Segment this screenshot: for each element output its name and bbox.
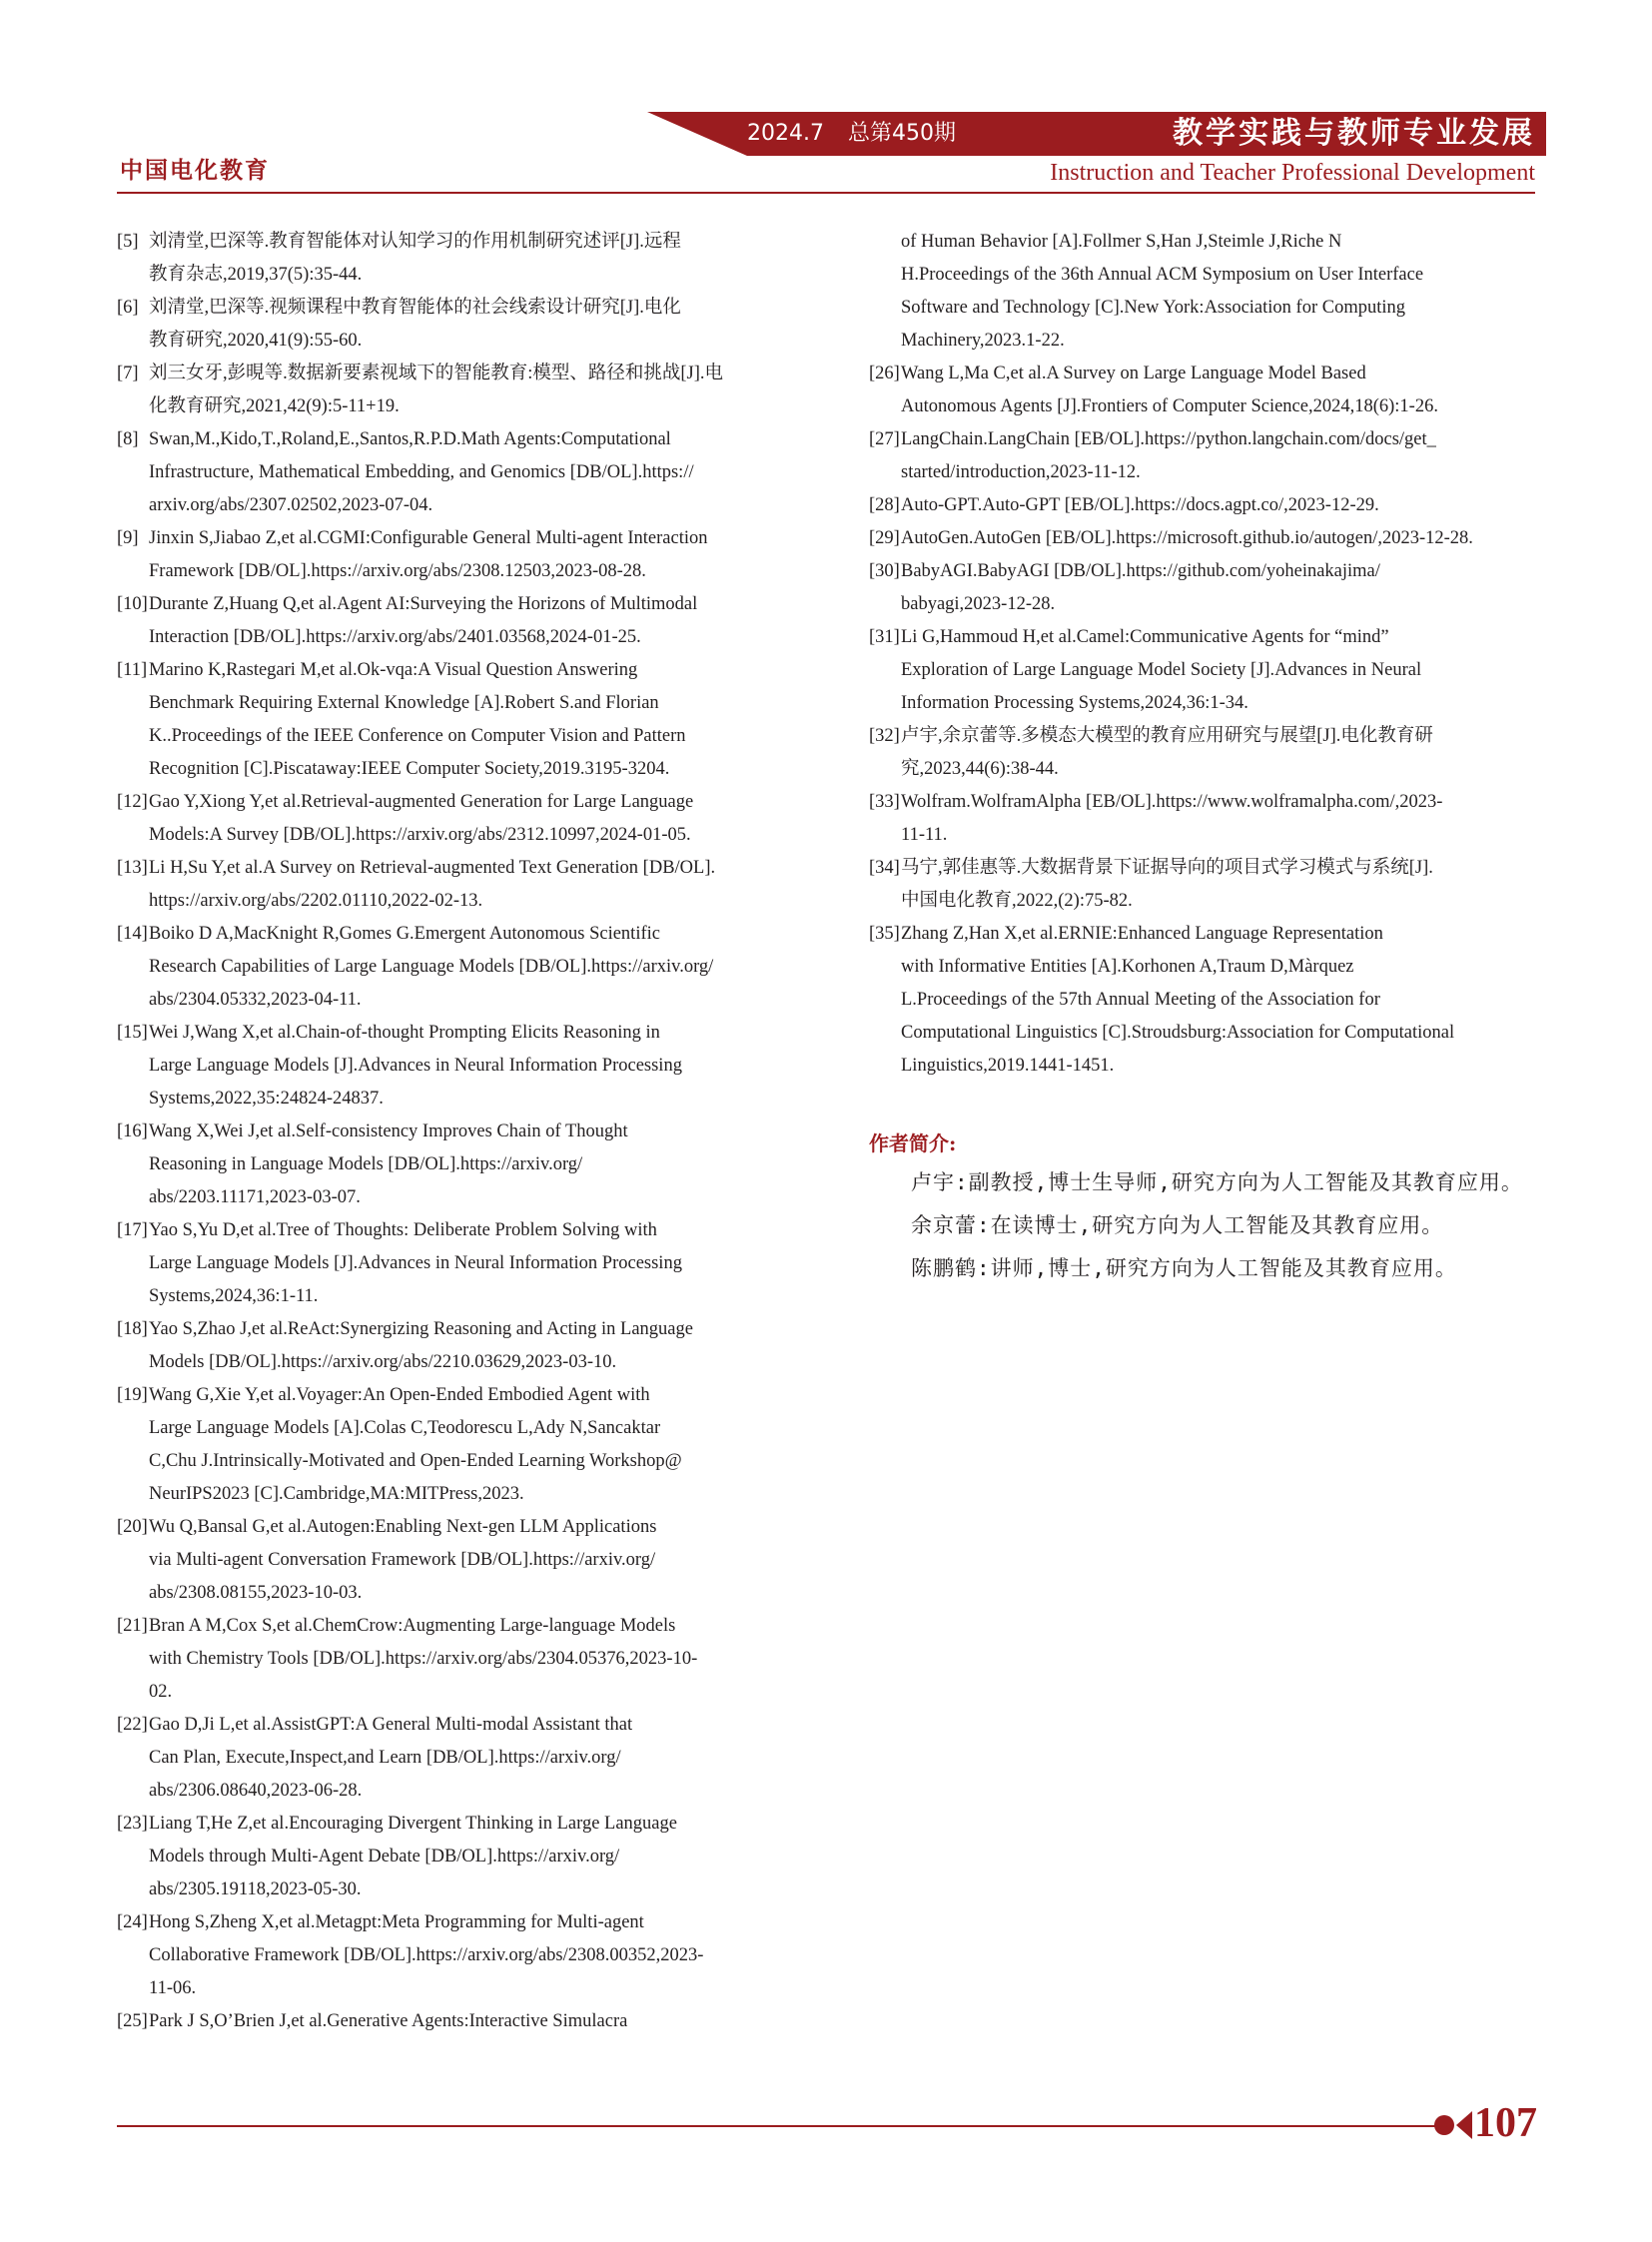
reference-line: 刘清堂,巴深等.教育智能体对认知学习的作用机制研究述评[J].远程 bbox=[149, 232, 681, 252]
reference-line: Autonomous Agents [J].Frontiers of Computer Science,2024,18(6):1-26. bbox=[901, 396, 1438, 416]
reference-item bbox=[117, 358, 800, 423]
reference-line: BabyAGI.BabyAGI [DB/OL].https://github.com/yoheinakajima/ bbox=[901, 561, 1380, 581]
reference-line: Software and Technology [C].New York:Association for Computing bbox=[901, 298, 1406, 318]
reference-item bbox=[117, 786, 800, 852]
reference-item bbox=[117, 1313, 800, 1379]
reference-item bbox=[117, 1511, 800, 1610]
reference-line: Models [DB/OL].https://arxiv.org/abs/2210.03629,2023-03-10. bbox=[149, 1352, 617, 1372]
reference-item bbox=[117, 588, 800, 654]
reference-line: Systems,2022,35:24824-24837. bbox=[149, 1089, 384, 1109]
reference-line: Li H,Su Y,et al.A Survey on Retrieval-augmented Text Generation [DB/OL]. bbox=[149, 858, 716, 878]
reference-line: Large Language Models [J].Advances in Neural Information Processing bbox=[149, 1253, 682, 1273]
reference-line: Systems,2024,36:1-11. bbox=[149, 1286, 319, 1306]
reference-item bbox=[117, 654, 800, 786]
reference-line: Can Plan, Execute,Inspect,and Learn [DB/OL].https://arxiv.org/ bbox=[149, 1748, 621, 1768]
reference-line: L.Proceedings of the 57th Annual Meeting of the Association for bbox=[901, 990, 1380, 1010]
reference-line: Linguistics,2019.1441-1451. bbox=[901, 1056, 1115, 1076]
reference-line: abs/2304.05332,2023-04-11. bbox=[149, 990, 362, 1010]
issue-number: 总第450期 bbox=[847, 121, 956, 146]
reference-line: Gao D,Ji L,et al.AssistGPT:A General Multi-modal Assistant that bbox=[149, 1715, 633, 1735]
author-bio bbox=[869, 1162, 1552, 1289]
header-rule bbox=[117, 192, 1535, 194]
reference-number: [19] bbox=[117, 1385, 148, 1405]
reference-line: 马宁,郭佳惠等.大数据背景下证据导向的项目式学习模式与系统[J]. bbox=[901, 858, 1433, 878]
reference-line: Machinery,2023.1-22. bbox=[901, 331, 1065, 351]
reference-item bbox=[117, 1709, 800, 1808]
reference-item bbox=[869, 720, 1552, 786]
reference-number: [8] bbox=[117, 429, 139, 449]
reference-item bbox=[117, 522, 800, 588]
reference-number: [28] bbox=[869, 495, 900, 515]
reference-line: Hong S,Zheng X,et al.Metagpt:Meta Programming for Multi-agent bbox=[149, 1912, 644, 1932]
reference-line: of Human Behavior [A].Follmer S,Han J,Steimle J,Riche N bbox=[901, 232, 1342, 252]
author-bio-paragraph: 卢宇:副教授,博士生导师,研究方向为人工智能及其教育应用。 bbox=[911, 1170, 1523, 1194]
issue-info bbox=[747, 116, 956, 152]
footer-dot-icon bbox=[1434, 2115, 1454, 2135]
reference-item bbox=[117, 1017, 800, 1116]
reference-line: Models through Multi-Agent Debate [DB/OL].https://arxiv.org/ bbox=[149, 1847, 620, 1867]
reference-number: [6] bbox=[117, 298, 139, 318]
reference-item bbox=[117, 1808, 800, 1906]
reference-line: 卢宇,余京蕾等.多模态大模型的教育应用研究与展望[J].电化教育研 bbox=[901, 726, 1433, 746]
reference-number: [30] bbox=[869, 561, 900, 581]
reference-line: Wu Q,Bansal G,et al.Autogen:Enabling Next-gen LLM Applications bbox=[149, 1517, 657, 1537]
reference-line: Yao S,Zhao J,et al.ReAct:Synergizing Reasoning and Acting in Language bbox=[149, 1319, 693, 1339]
reference-line: 刘清堂,巴深等.视频课程中教育智能体的社会线索设计研究[J].电化 bbox=[149, 298, 681, 318]
reference-number: [25] bbox=[117, 2011, 148, 2031]
reference-line: Wang L,Ma C,et al.A Survey on Large Language Model Based bbox=[901, 364, 1366, 383]
page-number: 107 bbox=[1474, 2100, 1537, 2146]
issue-date: 2024.7 bbox=[747, 121, 824, 146]
reference-line: via Multi-agent Conversation Framework [DB/OL].https://arxiv.org/ bbox=[149, 1550, 656, 1570]
reference-item bbox=[117, 292, 800, 358]
reference-line: 教育杂志,2019,37(5):35-44. bbox=[149, 265, 363, 285]
reference-item bbox=[869, 522, 1552, 555]
author-bio-title: 作者简介: bbox=[869, 1131, 957, 1155]
footer-rule bbox=[117, 2125, 1435, 2127]
reference-line: Large Language Models [A].Colas C,Teodorescu L,Ady N,Sancaktar bbox=[149, 1418, 661, 1438]
reference-item bbox=[869, 226, 1552, 358]
reference-line: C,Chu J.Intrinsically-Motivated and Open-Ended Learning Workshop@ bbox=[149, 1451, 682, 1471]
reference-number: [32] bbox=[869, 726, 900, 746]
reference-item bbox=[869, 621, 1552, 720]
reference-number: [26] bbox=[869, 364, 900, 383]
reference-line: abs/2305.19118,2023-05-30. bbox=[149, 1879, 362, 1899]
reference-line: https://arxiv.org/abs/2202.01110,2022-02-13. bbox=[149, 891, 483, 911]
reference-line: Information Processing Systems,2024,36:1-34. bbox=[901, 693, 1248, 713]
reference-item bbox=[117, 1214, 800, 1313]
reference-item bbox=[117, 1116, 800, 1214]
reference-number: [34] bbox=[869, 858, 900, 878]
reference-number: [5] bbox=[117, 232, 139, 252]
reference-line: 刘三女牙,彭晛等.数据新要素视域下的智能教育:模型、路径和挑战[J].电 bbox=[149, 364, 724, 383]
reference-line: Boiko D A,MacKnight R,Gomes G.Emergent Autonomous Scientific bbox=[149, 924, 660, 944]
reference-number: [10] bbox=[117, 594, 148, 614]
author-bio-paragraph: 陈鹏鹤:讲师,博士,研究方向为人工智能及其教育应用。 bbox=[911, 1256, 1457, 1280]
reference-line: with Informative Entities [A].Korhonen A,Traum D,Màrquez bbox=[901, 957, 1354, 977]
reference-number: [18] bbox=[117, 1319, 148, 1339]
reference-number: [11] bbox=[117, 660, 148, 680]
section-title-en: Instruction and Teacher Professional Development bbox=[1050, 160, 1535, 186]
reference-line: Li G,Hammoud H,et al.Camel:Communicative Agents for “mind” bbox=[901, 627, 1389, 647]
reference-line: Recognition [C].Piscataway:IEEE Computer Society,2019.3195-3204. bbox=[149, 759, 670, 779]
reference-line: Auto-GPT.Auto-GPT [EB/OL].https://docs.agpt.co/,2023-12-29. bbox=[901, 495, 1379, 515]
footer-arrow-icon bbox=[1456, 2111, 1472, 2139]
reference-number: [33] bbox=[869, 792, 900, 812]
reference-number: [31] bbox=[869, 627, 900, 647]
reference-line: Bran A M,Cox S,et al.ChemCrow:Augmenting Large-language Models bbox=[149, 1616, 676, 1636]
reference-item bbox=[117, 423, 800, 522]
reference-line: Wang X,Wei J,et al.Self-consistency Improves Chain of Thought bbox=[149, 1121, 628, 1141]
reference-line: 教育研究,2020,41(9):55-60. bbox=[149, 331, 363, 351]
reference-line: Zhang Z,Han X,et al.ERNIE:Enhanced Language Representation bbox=[901, 924, 1383, 944]
reference-number: [9] bbox=[117, 528, 139, 548]
reference-number: [12] bbox=[117, 792, 148, 812]
reference-number: [20] bbox=[117, 1517, 148, 1537]
reference-line: Models:A Survey [DB/OL].https://arxiv.org/abs/2312.10997,2024-01-05. bbox=[149, 825, 691, 845]
references-right-column bbox=[869, 226, 1552, 1289]
reference-line: Benchmark Requiring External Knowledge [A].Robert S.and Florian bbox=[149, 693, 659, 713]
reference-line: 化教育研究,2021,42(9):5-11+19. bbox=[149, 396, 400, 416]
reference-continuation bbox=[869, 226, 1552, 358]
reference-number: [16] bbox=[117, 1121, 148, 1141]
reference-item bbox=[869, 489, 1552, 522]
reference-number: [21] bbox=[117, 1616, 148, 1636]
reference-item bbox=[117, 226, 800, 292]
reference-line: 11-06. bbox=[149, 1978, 197, 1998]
reference-line: Infrastructure, Mathematical Embedding, and Genomics [DB/OL].https:// bbox=[149, 462, 694, 482]
reference-item bbox=[117, 2005, 800, 2038]
reference-line: Marino K,Rastegari M,et al.Ok-vqa:A Visual Question Answering bbox=[149, 660, 638, 680]
reference-line: abs/2203.11171,2023-03-07. bbox=[149, 1187, 361, 1207]
references-right-list bbox=[869, 358, 1552, 1083]
reference-line: Liang T,He Z,et al.Encouraging Divergent Thinking in Large Language bbox=[149, 1814, 677, 1834]
reference-number: [13] bbox=[117, 858, 148, 878]
journal-name: 中国电化教育 bbox=[120, 158, 270, 184]
reference-item bbox=[117, 1906, 800, 2005]
reference-line: Yao S,Yu D,et al.Tree of Thoughts: Deliberate Problem Solving with bbox=[149, 1220, 657, 1240]
reference-line: babyagi,2023-12-28. bbox=[901, 594, 1056, 614]
reference-line: 11-11. bbox=[901, 825, 948, 845]
reference-line: Collaborative Framework [DB/OL].https://arxiv.org/abs/2308.00352,2023- bbox=[149, 1945, 704, 1965]
reference-line: Computational Linguistics [C].Stroudsburg:Association for Computational bbox=[901, 1023, 1455, 1043]
reference-line: with Chemistry Tools [DB/OL].https://arxiv.org/abs/2304.05376,2023-10- bbox=[149, 1649, 698, 1669]
reference-item bbox=[117, 918, 800, 1017]
reference-line: Large Language Models [J].Advances in Neural Information Processing bbox=[149, 1056, 682, 1076]
reference-item bbox=[117, 1379, 800, 1511]
reference-number: [35] bbox=[869, 924, 900, 944]
reference-line: arxiv.org/abs/2307.02502,2023-07-04. bbox=[149, 495, 433, 515]
reference-line: Durante Z,Huang Q,et al.Agent AI:Surveying the Horizons of Multimodal bbox=[149, 594, 698, 614]
reference-line: Jinxin S,Jiabao Z,et al.CGMI:Configurable General Multi-agent Interaction bbox=[149, 528, 708, 548]
reference-number: [15] bbox=[117, 1023, 148, 1043]
reference-line: H.Proceedings of the 36th Annual ACM Symposium on User Interface bbox=[901, 265, 1424, 285]
reference-line: K..Proceedings of the IEEE Conference on Computer Vision and Pattern bbox=[149, 726, 686, 746]
reference-line: Research Capabilities of Large Language Models [DB/OL].https://arxiv.org/ bbox=[149, 957, 714, 977]
reference-line: Park J S,O’Brien J,et al.Generative Agents:Interactive Simulacra bbox=[149, 2011, 628, 2031]
reference-line: abs/2308.08155,2023-10-03. bbox=[149, 1583, 363, 1603]
reference-number: [17] bbox=[117, 1220, 148, 1240]
reference-line: Gao Y,Xiong Y,et al.Retrieval-augmented Generation for Large Language bbox=[149, 792, 694, 812]
reference-number: [24] bbox=[117, 1912, 148, 1932]
reference-item bbox=[869, 423, 1552, 489]
reference-item bbox=[869, 555, 1552, 621]
reference-number: [23] bbox=[117, 1814, 148, 1834]
reference-item bbox=[869, 358, 1552, 423]
reference-line: abs/2306.08640,2023-06-28. bbox=[149, 1781, 363, 1801]
section-title-cn: 教学实践与教师专业发展 bbox=[1173, 116, 1535, 151]
reference-line: NeurIPS2023 [C].Cambridge,MA:MITPress,2023. bbox=[149, 1484, 524, 1504]
reference-line: Reasoning in Language Models [DB/OL].https://arxiv.org/ bbox=[149, 1154, 583, 1174]
reference-line: Wei J,Wang X,et al.Chain-of-thought Prompting Elicits Reasoning in bbox=[149, 1023, 660, 1043]
reference-line: Wolfram.WolframAlpha [EB/OL].https://www.wolframalpha.com/,2023- bbox=[901, 792, 1443, 812]
reference-line: AutoGen.AutoGen [EB/OL].https://microsoft.github.io/autogen/,2023-12-28. bbox=[901, 528, 1473, 548]
author-bio-paragraph: 余京蕾:在读博士,研究方向为人工智能及其教育应用。 bbox=[911, 1213, 1444, 1237]
reference-item bbox=[117, 852, 800, 918]
reference-line: LangChain.LangChain [EB/OL].https://python.langchain.com/docs/get_ bbox=[901, 429, 1436, 449]
reference-line: Swan,M.,Kido,T.,Roland,E.,Santos,R.P.D.Math Agents:Computational bbox=[149, 429, 671, 449]
reference-line: Exploration of Large Language Model Society [J].Advances in Neural bbox=[901, 660, 1422, 680]
reference-line: 中国电化教育,2022,(2):75-82. bbox=[901, 891, 1133, 911]
reference-line: 究,2023,44(6):38-44. bbox=[901, 759, 1059, 779]
reference-number: [7] bbox=[117, 364, 139, 383]
reference-item bbox=[869, 918, 1552, 1083]
reference-item bbox=[869, 786, 1552, 852]
references-left-column bbox=[117, 226, 800, 2038]
reference-number: [14] bbox=[117, 924, 148, 944]
reference-line: Framework [DB/OL].https://arxiv.org/abs/2308.12503,2023-08-28. bbox=[149, 561, 646, 581]
reference-line: Interaction [DB/OL].https://arxiv.org/abs/2401.03568,2024-01-25. bbox=[149, 627, 641, 647]
reference-line: started/introduction,2023-11-12. bbox=[901, 462, 1141, 482]
reference-item bbox=[869, 852, 1552, 918]
reference-item bbox=[117, 1610, 800, 1709]
reference-line: Wang G,Xie Y,et al.Voyager:An Open-Ended Embodied Agent with bbox=[149, 1385, 650, 1405]
reference-number: [29] bbox=[869, 528, 900, 548]
reference-number: [27] bbox=[869, 429, 900, 449]
reference-number: [22] bbox=[117, 1715, 148, 1735]
reference-line: 02. bbox=[149, 1682, 173, 1702]
